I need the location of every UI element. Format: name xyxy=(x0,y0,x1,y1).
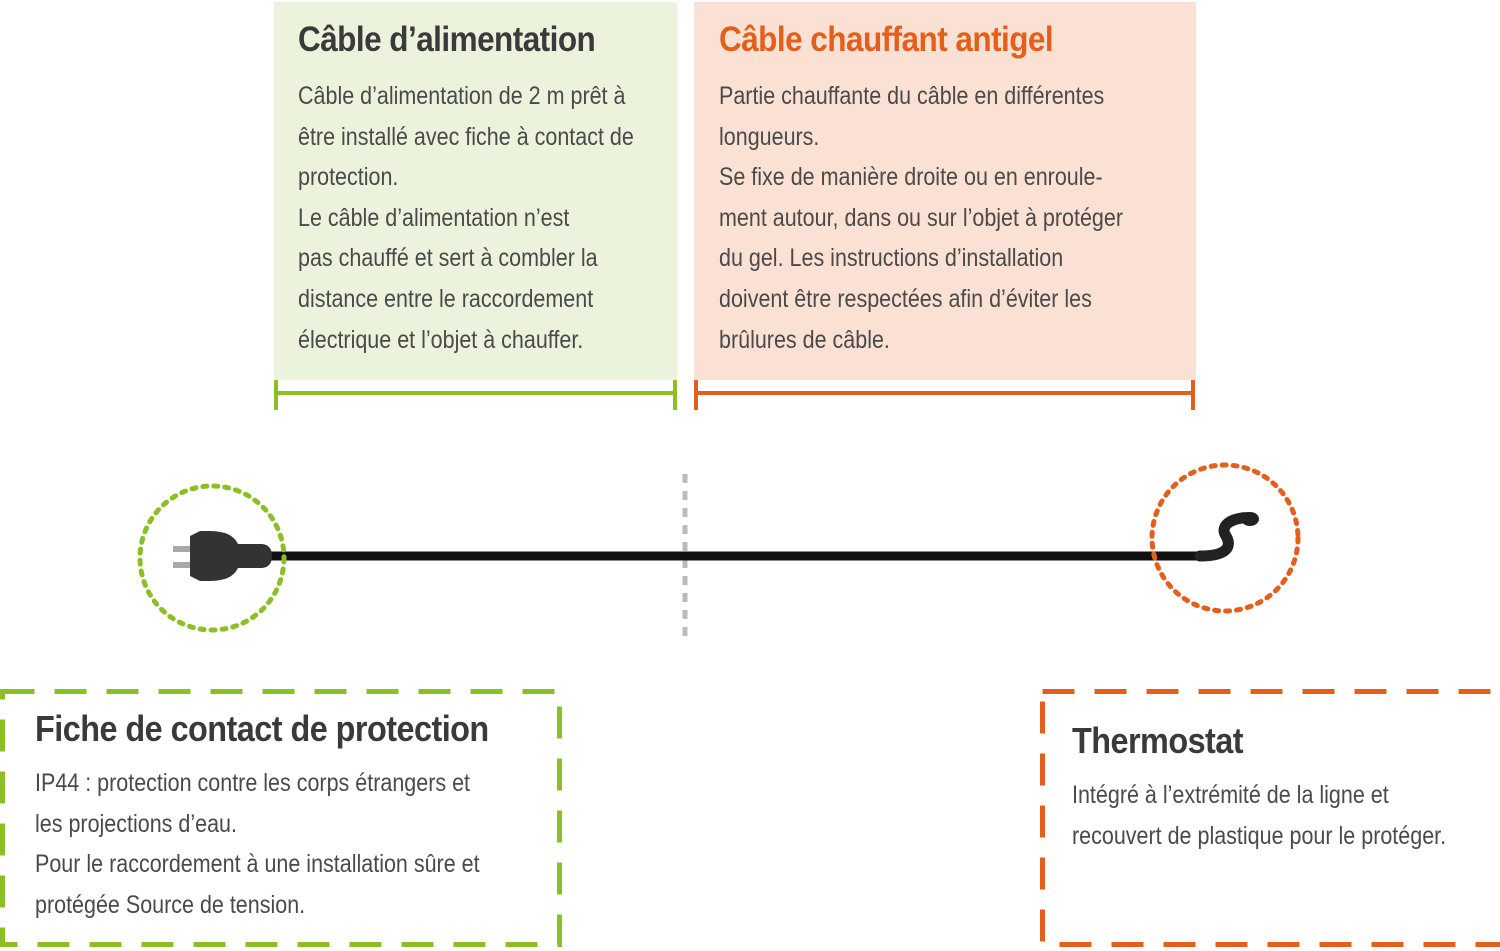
heating-cable-title: Câble chauffant antigel xyxy=(719,20,1054,59)
text-line: les projections d’eau. xyxy=(35,809,237,838)
thermostat-info-box xyxy=(1040,689,1500,947)
text-line: recouvert de plastique pour le protéger. xyxy=(1072,821,1447,850)
thermostat-end-icon xyxy=(1200,512,1259,556)
text-line: Intégré à l’extrémité de la ligne et xyxy=(1072,781,1389,809)
power-cable-panel xyxy=(274,2,677,380)
text-line: Le câble d’alimentation n’est xyxy=(298,203,570,232)
heating-cable-bracket xyxy=(696,377,1193,410)
text-line: protégée Source de tension. xyxy=(35,890,306,919)
text-line: électrique et l’objet à chauffer. xyxy=(298,325,584,354)
thermostat-description xyxy=(1072,775,1446,856)
text-line: Pour le raccordement à une installation sûre et xyxy=(35,850,480,879)
plug-description xyxy=(35,763,480,925)
text-line: Partie chauffante du câble en différentes xyxy=(719,82,1105,110)
text-line: Câble d’alimentation de 2 m prêt à xyxy=(298,82,626,110)
power-cable-description xyxy=(298,76,634,360)
text-line: protection. xyxy=(298,163,399,192)
text-line: pas chauffé et sert à combler la xyxy=(298,244,598,273)
thermostat-title: Thermostat xyxy=(1072,720,1244,761)
power-cable-bracket xyxy=(276,377,675,410)
plug-title: Fiche de contact de protection xyxy=(35,708,489,749)
text-line: du gel. Les instructions d’installation xyxy=(719,244,1064,273)
text-line: distance entre le raccordement xyxy=(298,284,594,313)
text-line: longueurs. xyxy=(719,122,820,151)
text-line: Se fixe de manière droite ou en enroule- xyxy=(719,163,1103,192)
plug-icon xyxy=(173,531,272,581)
text-line: brûlures de câble. xyxy=(719,325,890,354)
text-line: ment autour, dans ou sur l’objet à protéger xyxy=(719,203,1123,232)
power-cable-title: Câble d’alimentation xyxy=(298,20,596,59)
plug-info-box xyxy=(0,689,562,947)
text-line: être installé avec fiche à contact de xyxy=(298,122,634,151)
heating-cable-panel xyxy=(694,2,1196,380)
text-line: IP44 : protection contre les corps étrangers et xyxy=(35,769,471,797)
heating-cable-description xyxy=(719,76,1123,360)
text-line: doivent être respectées afin d’éviter les xyxy=(719,284,1092,313)
